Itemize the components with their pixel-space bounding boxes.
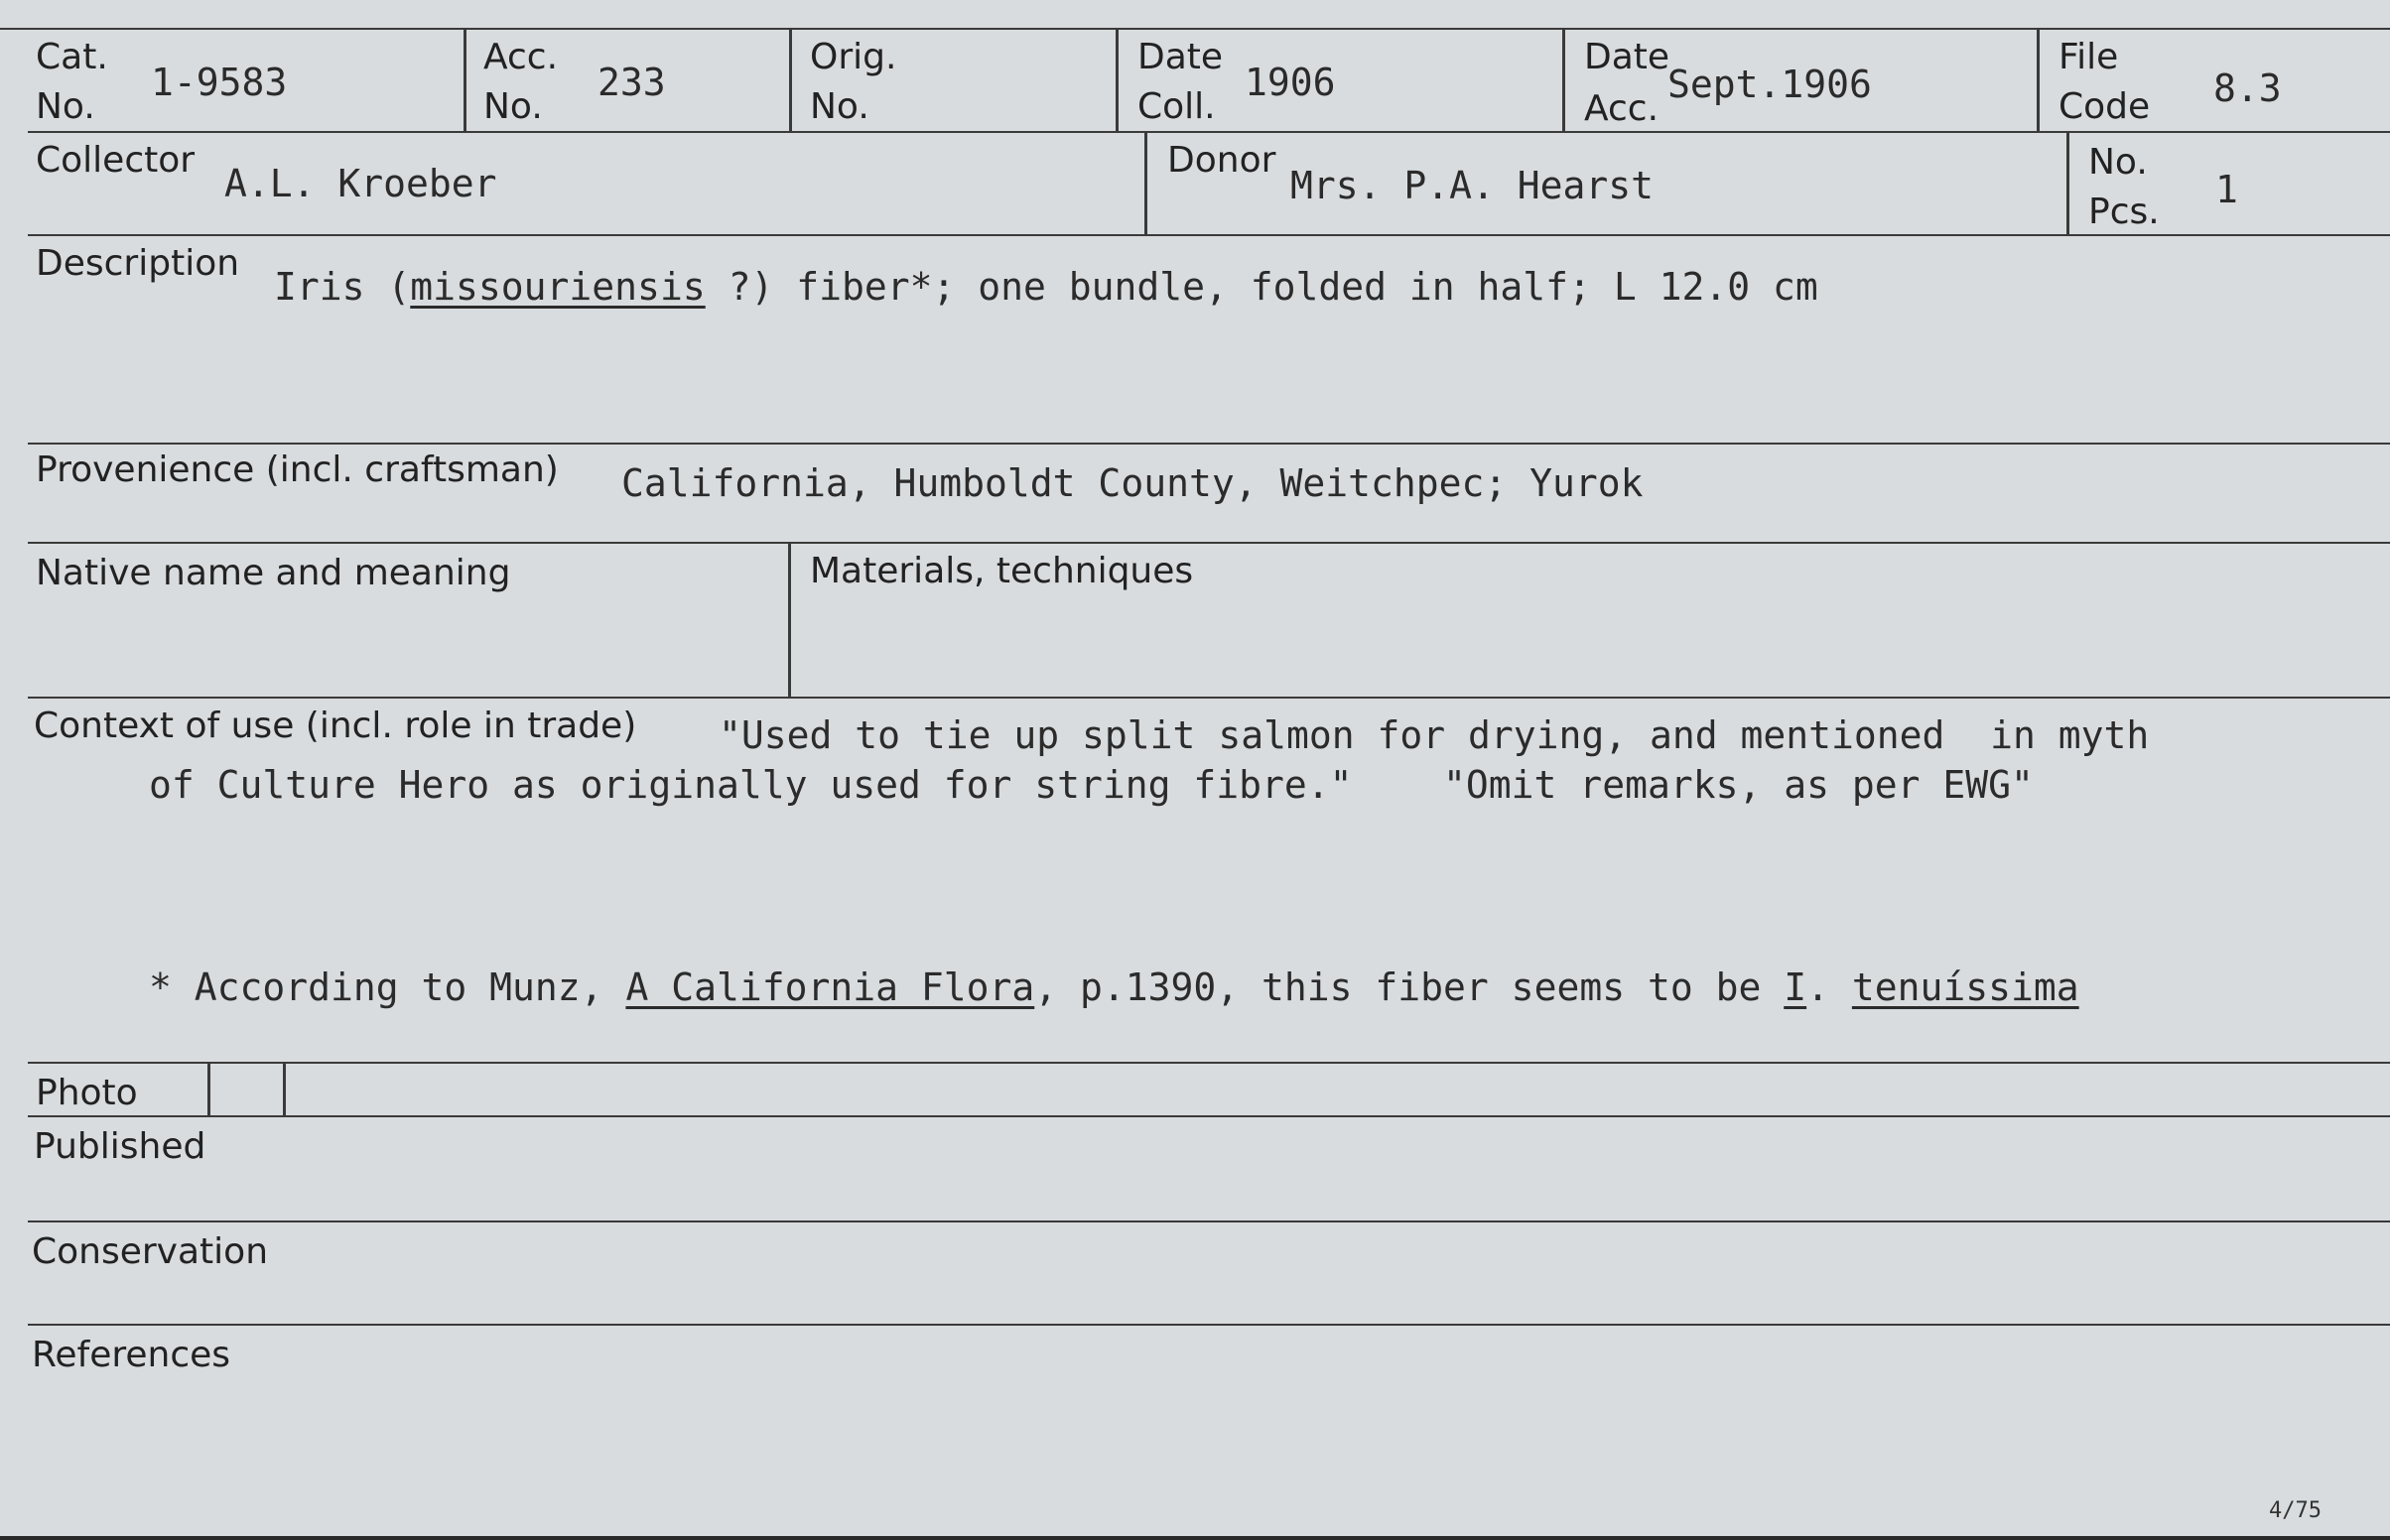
references-label: References — [32, 1335, 231, 1375]
date-coll-label-2: Coll. — [1137, 86, 1216, 127]
photo-label: Photo — [36, 1073, 138, 1113]
photo-box-left — [207, 1062, 210, 1115]
footnote-dot: . — [1806, 965, 1852, 1009]
orig-no-label-2: No. — [810, 86, 869, 127]
cat-no-value: 1-9583 — [151, 61, 288, 104]
photo-box-right — [283, 1062, 286, 1115]
orig-no-label-1: Orig. — [810, 37, 897, 77]
date-coll-label-1: Date — [1137, 37, 1224, 77]
footnote — [149, 965, 2079, 1009]
pcs-value: 1 — [2215, 168, 2238, 211]
form-code: 4/75 — [2269, 1498, 2322, 1523]
footnote-book: A California Flora — [625, 965, 1035, 1009]
donor-value: Mrs. P.A. Hearst — [1290, 164, 1655, 207]
file-code-label-1: File — [2058, 37, 2119, 77]
context-line-2: of Culture Hero as originally used for string fibre." "Omit remarks, as per EWG" — [149, 763, 2034, 807]
rule-description-bottom — [28, 443, 2390, 445]
rule-context-bottom — [28, 1062, 2390, 1064]
date-coll-value: 1906 — [1245, 61, 1336, 104]
provenience-value: California, Humboldt County, Weitchpec; Yurok — [621, 461, 1644, 505]
divider-donor-pcs — [2066, 131, 2069, 234]
rule-top — [0, 28, 2390, 30]
materials-label: Materials, techniques — [810, 551, 1194, 591]
cat-no-label-1: Cat. — [36, 37, 108, 77]
rule-header-bottom — [28, 131, 2390, 133]
rule-published-bottom — [28, 1220, 2390, 1222]
description-text-b: ?) fiber*; one bundle, folded in half; L 12.0 cm — [705, 265, 1818, 309]
date-acc-label-2: Acc. — [1584, 88, 1660, 129]
date-acc-label-1: Date — [1584, 37, 1670, 77]
collector-label: Collector — [36, 140, 196, 181]
divider-collector-donor — [1144, 131, 1147, 234]
file-code-label-2: Code — [2058, 86, 2151, 127]
pcs-label-1: No. — [2088, 142, 2148, 183]
divider-dateacc-file — [2037, 28, 2040, 131]
cat-no-label-2: No. — [36, 86, 95, 127]
divider-native-materials — [788, 542, 791, 697]
rule-photo-bottom — [28, 1115, 2390, 1117]
rule-native-bottom — [28, 697, 2390, 699]
description-text-a: Iris ( — [274, 265, 411, 309]
file-code-value: 8.3 — [2213, 66, 2282, 110]
divider-orig-datecoll — [1116, 28, 1119, 131]
divider-acc-orig — [789, 28, 792, 131]
acc-no-label-1: Acc. — [483, 37, 559, 77]
description-label: Description — [36, 243, 240, 284]
divider-datecoll-dateacc — [1562, 28, 1565, 131]
rule-conservation-bottom — [28, 1324, 2390, 1326]
rule-provenience-bottom — [28, 542, 2390, 544]
description-species: missouriensis — [410, 265, 706, 309]
collector-value: A.L. Kroeber — [224, 162, 497, 205]
published-label: Published — [34, 1126, 206, 1167]
footnote-species: tenuíssima — [1851, 965, 2079, 1009]
native-name-label: Native name and meaning — [36, 553, 511, 593]
provenience-label: Provenience (incl. craftsman) — [36, 449, 559, 490]
rule-row2-bottom — [28, 234, 2390, 236]
divider-cat-acc — [464, 28, 466, 131]
acc-no-value: 233 — [598, 61, 666, 104]
description-text — [274, 265, 1818, 309]
footnote-genus: I — [1784, 965, 1807, 1009]
donor-label: Donor — [1167, 140, 1276, 181]
footnote-middle: , p.1390, this fiber seems to be — [1034, 965, 1785, 1009]
footnote-prefix: * According to Munz, — [149, 965, 626, 1009]
pcs-label-2: Pcs. — [2088, 192, 2160, 232]
context-label: Context of use (incl. role in trade) — [34, 706, 637, 746]
date-acc-value: Sept.1906 — [1667, 63, 1872, 106]
context-line-1: "Used to tie up split salmon for drying, and mentioned in myth — [719, 713, 2150, 757]
acc-no-label-2: No. — [483, 86, 543, 127]
conservation-label: Conservation — [32, 1231, 269, 1272]
